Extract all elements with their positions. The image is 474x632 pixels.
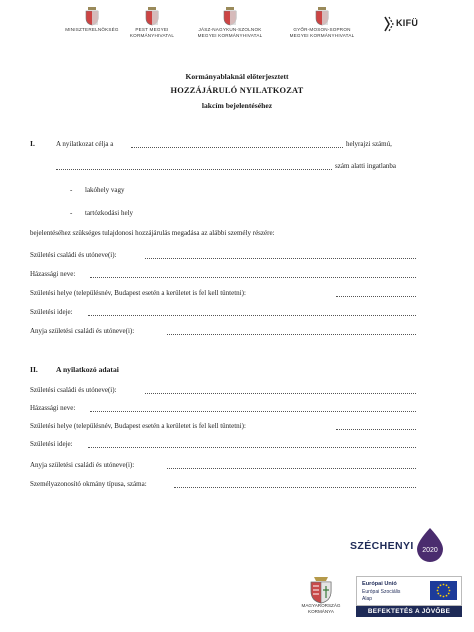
s2-field-label-birthplace: Születési helye (településnév, Budapest esetén a kerületet is fel kell tüntetni): (30, 422, 246, 430)
coat-of-arms-icon (223, 6, 237, 26)
s1-field-label-birthdate: Születési ideje: (30, 308, 73, 316)
eu-line1: Európai Unió (362, 581, 397, 587)
coat-of-arms-icon (145, 6, 159, 26)
title-subtitle: Kormányablaknál előterjesztett (185, 72, 289, 81)
szechenyi-text: SZÉCHENYI (350, 540, 414, 552)
s1-field-input-birthdate[interactable] (88, 315, 416, 316)
section1-address-line[interactable] (56, 169, 332, 170)
logo-gyor (278, 6, 366, 39)
s1-field-input-birthname[interactable] (145, 258, 416, 259)
eu-logo-box (356, 576, 462, 606)
eu-flag-icon (430, 581, 457, 600)
s2-field-label-marriedname: Házassági neve: (30, 404, 76, 412)
s2-field-label-mothername: Anyja születési családi és utóneve(i): (30, 461, 135, 469)
s1-field-label-birthplace: Születési helye (településnév, Budapest esetén a kerületet is fel kell tüntetni): (30, 289, 246, 297)
eu-line3: Alap (362, 596, 373, 602)
section1-hrsz: helyrajzi számú, (346, 140, 392, 148)
coat-of-arms-icon (315, 6, 329, 26)
logo-ministry-text: MINISZTERELNÖKSÉG (65, 27, 119, 32)
s2-field-label-birthname: Születési családi és utóneve(i): (30, 386, 117, 394)
section1-option-tartozkodasi: tartózkodási hely (85, 209, 134, 217)
s2-field-input-birthname[interactable] (145, 393, 416, 394)
kifu-text: KIFÜ (396, 18, 419, 28)
s2-field-input-birthplace[interactable] (336, 429, 416, 430)
logo-pest (108, 6, 196, 39)
section1-intro: A nyilatkozat célja a (56, 140, 114, 148)
logo-pest-text: PEST MEGYEI KORMÁNYHIVATAL (129, 27, 175, 38)
logo-kifu (383, 14, 423, 34)
logo-jasz (186, 6, 274, 39)
logo-jasz-text: JÁSZ-NAGYKUN-SZOLNOK MEGYEI KORMÁNYHIVATAL (197, 27, 263, 38)
befektetes-banner: BEFEKTETÉS A JÖVŐBE (356, 606, 462, 617)
s2-field-input-birthdate[interactable] (88, 447, 416, 448)
coat-of-arms-icon (85, 6, 99, 26)
s2-field-label-birthdate: Születési ideje: (30, 440, 73, 448)
s1-field-label-marriedname: Házassági neve: (30, 270, 76, 278)
logo-gyor-text: GYŐR-MOSON-SOPRON MEGYEI KORMÁNYHIVATAL (289, 27, 355, 38)
s1-field-label-birthname: Születési családi és utóneve(i): (30, 251, 117, 259)
gov-text: MAGYARORSZÁG KORMÁNYA (301, 603, 341, 614)
s1-field-input-marriedname[interactable] (90, 277, 416, 278)
section2-title: A nyilatkozó adatai (56, 365, 119, 374)
title-lakcim: lakcím bejelentéséhez (201, 101, 273, 110)
section1-purpose-line[interactable] (131, 147, 343, 148)
section1-option-lakohely: lakóhely vagy (85, 186, 125, 194)
s2-field-input-iddocument[interactable] (174, 487, 416, 488)
s2-field-input-mothername[interactable] (167, 468, 416, 469)
s1-field-input-mothername[interactable] (167, 334, 416, 335)
s2-field-input-marriedname[interactable] (90, 411, 416, 412)
section1-number: I. (30, 139, 35, 148)
section1-bullet-2: - (70, 209, 73, 217)
section2-number: II. (30, 365, 38, 374)
kifu-mark-icon (383, 15, 395, 33)
eu-line2: Európai Szociális (362, 589, 401, 595)
szechenyi-year: 2020 (422, 547, 438, 554)
section1-address-suffix: szám alatti ingatlanba (335, 162, 397, 170)
hungary-crest-icon (308, 574, 334, 604)
s1-field-label-mothername: Anyja születési családi és utóneve(i): (30, 327, 135, 335)
title-main: HOZZÁJÁRULÓ NYILATKOZAT (170, 86, 304, 95)
section1-bullet-1: - (70, 186, 73, 194)
szechenyi-2020-icon (415, 527, 445, 563)
s1-field-input-birthplace[interactable] (336, 296, 416, 297)
s2-field-label-iddocument: Személyazonosító okmány típusa, száma: (30, 480, 147, 488)
section1-statement: bejelentéséhez szükséges tulajdonosi hozzájárulás megadása az alábbi személy részére: (30, 229, 275, 237)
